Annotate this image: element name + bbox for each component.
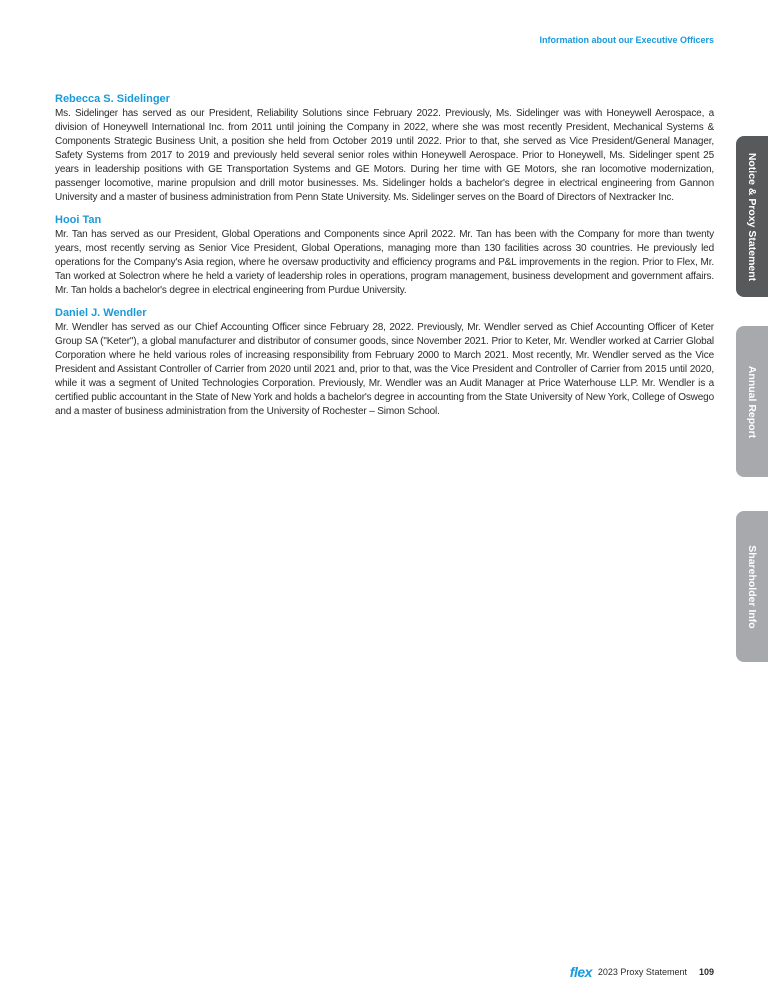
bio-name: Hooi Tan bbox=[55, 214, 102, 226]
bio-text: Mr. Wendler has served as our Chief Accounting Officer since February 28, 2022. Previously, Mr. Wendler served as Chief Accounting Officer of Keter Group SA ("Keter"), a global manufacturer and distributor of consumer goods, since November 2021. Prior to Keter, Mr. Wendler worked at Carrier Global Corporation where he held various roles of increasing responsibility from February 2000 to March 2021. Most recently, Mr. Wendler served as the Vice President and Assistant Controller of Carrier from 2020 until 2021 and, prior to that, was the Vice President and Controller of Carrier from 2015 until 2020, while it was a segment of United Technologies Corporation. Previously, Mr. Wendler was an Audit Manager at Price Waterhouse LLP. Mr. Wendler is a certified public accountant in the State of New York and holds a bachelor's degree in accounting from the State University of New York, College of Oswego and a master of business administration from the University of Rochester – Simon School. bbox=[55, 322, 714, 417]
tab-label: Annual Report bbox=[746, 365, 758, 438]
bio-block bbox=[55, 214, 714, 298]
publication-title: 2023 Proxy Statement bbox=[597, 967, 687, 977]
tab-notice-proxy-statement[interactable] bbox=[736, 136, 768, 297]
page-footer bbox=[500, 964, 714, 980]
page-number: 109 bbox=[698, 967, 714, 977]
flex-logo: flex bbox=[569, 964, 592, 980]
bio-section bbox=[55, 93, 714, 428]
bio-block bbox=[55, 93, 714, 205]
bio-text: Mr. Tan has served as our President, Global Operations and Components since April 2022. Mr. Tan has been with the Company for more than twenty years, most recently serving as Senior Vice President, Global Operations, managing more than 130 facilities across 30 countries. He previously led operations for the Company's Asia region, where he oversaw productivity and efficiency programs and P&L improvements in the region. Prior to Flex, Mr. Tan worked at Solectron where he held a variety of leadership roles in operations, program management, business development and government affairs. Mr. Tan holds a bachelor's degree in electrical engineering from Purdue University. bbox=[55, 229, 714, 296]
bio-block bbox=[55, 307, 714, 419]
bio-name: Daniel J. Wendler bbox=[55, 307, 147, 319]
section-title: Information about our Executive Officers bbox=[539, 35, 714, 45]
bio-name: Rebecca S. Sidelinger bbox=[55, 93, 170, 105]
tab-label: Shareholder Info bbox=[746, 544, 758, 629]
bio-text: Ms. Sidelinger has served as our President, Reliability Solutions since February 2022. Previously, Ms. Sidelinger was with Honeywell Aerospace, a division of Honeywell International Inc. from 2011 until joining the Company in 2022, where she was most recently President, Mechanical Systems & Components Strategic Business Unit, a position she held from October 2019 until 2022. Prior to that, she served as Vice President/General Manager, Safety Systems from 2017 to 2019 and previously held several senior roles within Honeywell Aerospace. Prior to Honeywell, Ms. Sidelinger spent 25 years in leadership positions with GE Transportation Systems and GE Motors. During her time with GE Motors, she ran locomotive modernization, passenger locomotive, marine propulsion and drill motor businesses. Ms. Sidelinger holds a bachelor's degree in electrical engineering from Gannon University and a master of business administration from Penn State University. Ms. Sidelinger serves on the Board of Directors of Nextracker Inc. bbox=[55, 108, 714, 203]
tab-annual-report[interactable] bbox=[736, 326, 768, 477]
tab-shareholder-info[interactable] bbox=[736, 511, 768, 662]
tab-label: Notice & Proxy Statement bbox=[746, 152, 758, 281]
